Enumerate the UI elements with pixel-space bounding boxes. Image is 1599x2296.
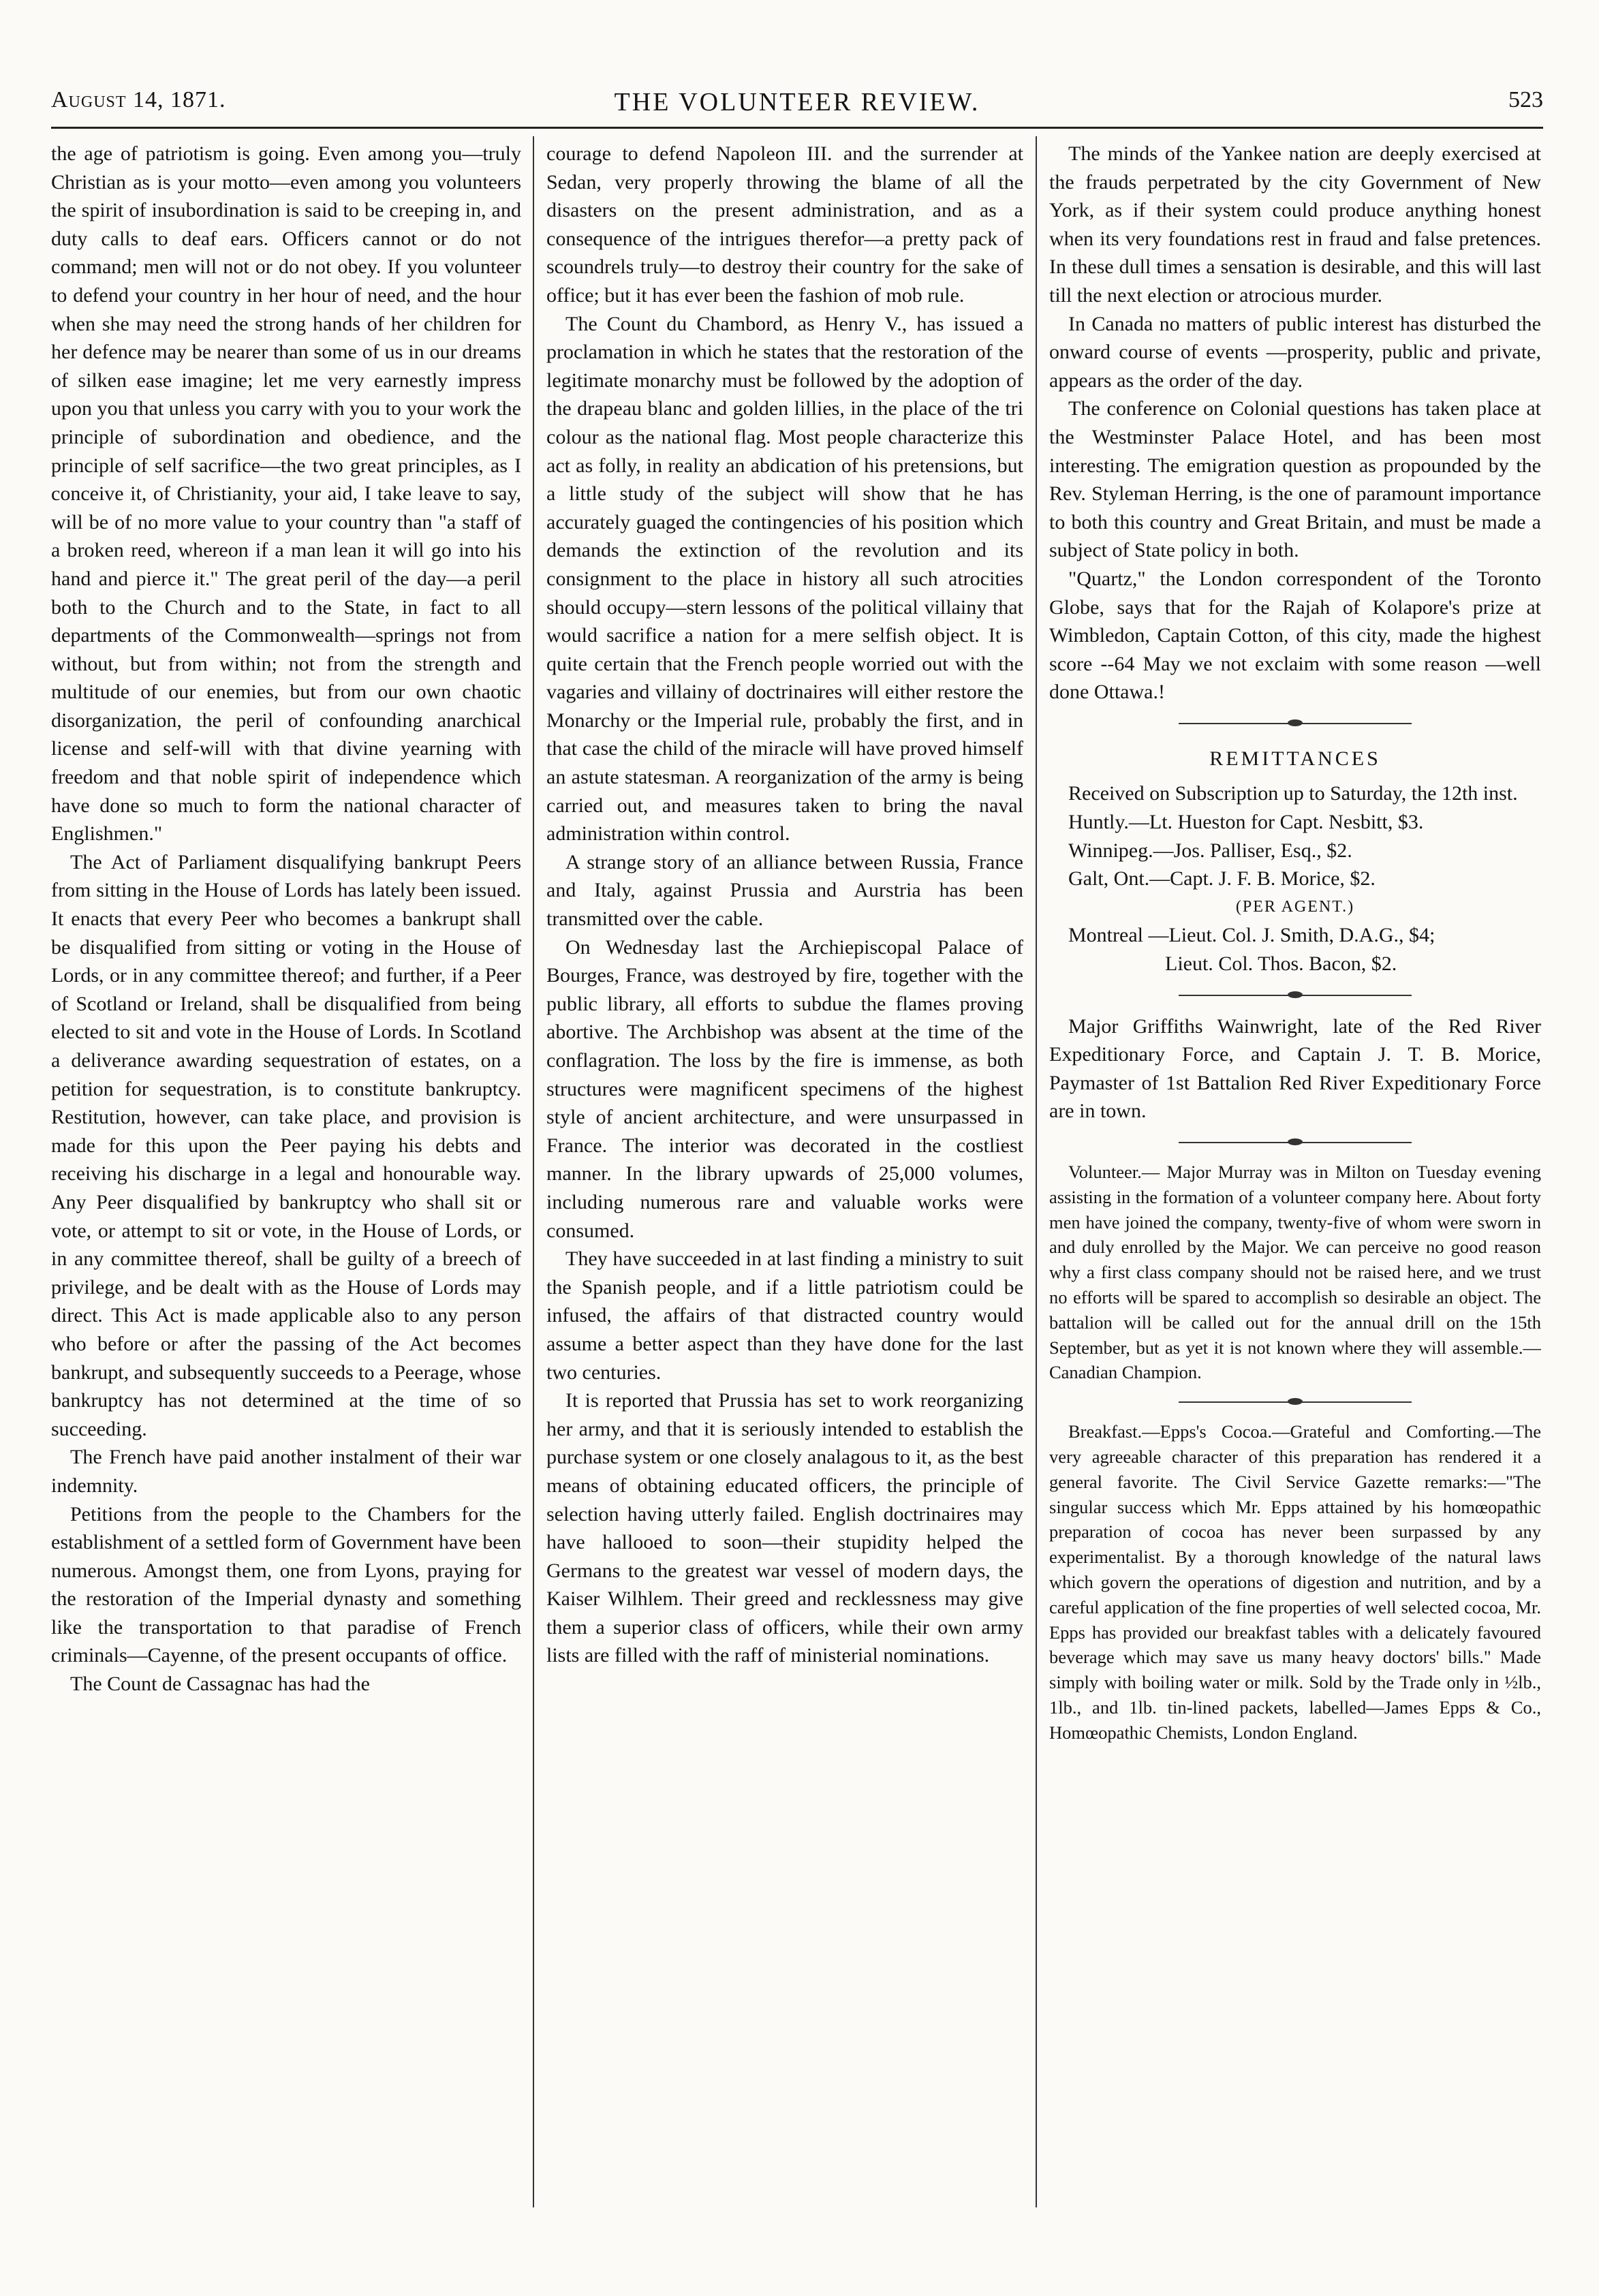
remittances-section: [1049, 745, 1541, 978]
section-separator: [1049, 978, 1541, 1012]
article-paragraph: On Wednesday last the Archiepiscopal Palace of Bourges, France, was destroyed by fire, together with the public library, all efforts to subdue the flames proving abortive. The Archbishop was absent at the time of the conflagration. The loss by the fire is immense, as both structures were magnificent specimens of the highest style of ancient architecture, and were unsurpassed in France. The interior was decorated in the costliest manner. In the library upwards of 25,000 volumes, including numerous rare and valuable works were consumed.: [546, 935, 1023, 1242]
remittances-heading: REMITTANCES: [1209, 747, 1381, 770]
article-paragraph: The Act of Parliament disqualifying bankrupt Peers from sitting in the House of Lords has lately been issued. It enacts that every Peer who becomes a bankrupt shall be disqualified from sitting or voting in the House of Lords, or in any committee thereof; and further, if a Peer of Scotland or Ireland, shall be disqualified from being elected to sit and vote in the House of Lords. In Scotland a deliverance awarding sequestration of estates, on a petition for sequestration, is to constitute bankruptcy. Restitution, however, can take place, and provision is made for this upon the Peer paying his debts and receiving his discharge in a legal and honourable way. Any Peer disqualified by bankruptcy who shall sit or vote, or attempt to sit or vote, in the House of Lords, or in any committee thereof, shall be guilty of a breech of privilege, and be dealt with as the House of Lords may direct. This Act is made applicable also to any person who before or after the passing of the Act becomes bankrupt, and subsequently succeeds to a Peerage, whose bankruptcy has not determined at the time of so succeeding.: [51, 850, 521, 1440]
article-paragraph: The Count du Chambord, as Henry V., has issued a proclamation in which he states that the restoration of the legitimate monarchy must be followed by the adoption of the drapeau blanc and golden lillies, in the place of the tri colour as the national flag. Most people characterize this act as folly, in reality an abdication of his pretensions, but a little study of the subject will show that he has accurately guaged the contingencies of his position which demands the extinction of the revolution and its consignment to the place in history all such atrocities should occupy—stern lessons of the political villainy that would sacrifice a nation for a mere selfish object. It is quite certain that the French people worried out with the vagaries and villainy of doctrinaires will either restore the Monarchy or the Imperial rule, probably the first, and in that case the child of the miracle will have proved himself an astute statesman. A reorganization of the army is being carried out, and measures taken to bring the naval administration within control.: [546, 312, 1023, 846]
article-paragraph: The Count de Cassagnac has had the: [70, 1673, 370, 1696]
article-paragraph: courage to defend Napoleon III. and the surrender at Sedan, very properly throwing the blame of all the disasters on the present administration, and as a consequence of the intrigues therefor—a pretty pack of scoundrels truly—to destroy their country for the sake of office; but it has ever been the fashion of mob rule.: [546, 142, 1023, 307]
remittance-item: Huntly.—Lt. Hueston for Capt. Nesbitt, $3.: [1068, 811, 1424, 834]
column-divider: [533, 136, 534, 2207]
remittance-item: Galt, Ont.—Capt. J. F. B. Morice, $2.: [1068, 867, 1376, 890]
article-paragraph: It is reported that Prussia has set to work reorganizing her army, and that it is seriously intended to establish the purchase system or one closely analagous to it, as the best means of obtaining educated officers, the principle of selection having utterly failed. English doctrinaires may have hallooed to soon—their stupidity helped the Germans to the greatest war vessel of modern days, the Kaiser Wilhlem. Their greed and recklessness may give them a superior class of officers, while their own army lists are filled with the raff of ministerial nominations.: [546, 1389, 1023, 1667]
header-rule: [51, 127, 1543, 129]
remittances-intro: Received on Subscription up to Saturday, the 12th inst.: [1068, 782, 1518, 805]
column-1: [51, 140, 521, 2201]
article-paragraph: "Quartz," the London correspondent of the Toronto Globe, says that for the Rajah of Kolapore's prize at Wimbledon, Captain Cotton, of this city, made the highest score --64 May we not exclaim with some reason —well done Ottawa.!: [1049, 567, 1541, 704]
article-paragraph: The minds of the Yankee nation are deeply exercised at the frauds perpetrated by the city Government of New York, as if their system could produce anything honest when its very foundations rest in fraud and false pretences. In these dull times a sensation is desirable, and this will last till the next election or atrocious murder.: [1049, 142, 1541, 307]
page-number: 523: [1508, 87, 1543, 112]
volunteer-notice: Volunteer.— Major Murray was in Milton on Tuesday evening assisting in the formation of a volunteer company here. About forty men have joined the company, twenty-five of whom were sworn in and duly enrolled by the Major. We can perceive no good reason why a first class company should not be raised here, and we trust no efforts will be spared to accomplish so desirable an object. The battalion will be called out for the annual drill on the 15th September, but as yet it is not known where they will assemble.—Canadian Champion.: [1049, 1162, 1541, 1383]
section-separator: [1049, 1126, 1541, 1160]
page-header: [51, 87, 1543, 123]
article-paragraph: The French have paid another instalment of their war indemnity.: [51, 1446, 521, 1497]
remittance-item: Montreal —Lieut. Col. J. Smith, D.A.G., $4;: [1068, 924, 1435, 947]
article-paragraph: The conference on Colonial questions has taken place at the Westminster Palace Hotel, and has been most interesting. The emigration question as propounded by the Rev. Styleman Herring, is the one of paramount importance to both this country and Great Britain, and must be made a subject of State policy in both.: [1049, 397, 1541, 562]
issue-date: August 14, 1871.: [51, 87, 226, 112]
section-separator: [1049, 1385, 1541, 1419]
column-divider: [1036, 136, 1037, 2207]
cocoa-advertisement: Breakfast.—Epps's Cocoa.—Grateful and Comforting.—The very agreeable character of this preparation has rendered it a general favorite. The Civil Service Gazette remarks:—"The singular success which Mr. Epps attained by his homœopathic preparation of cocoa has never been surpassed by any experimentalist. By a thorough knowledge of the natural laws which govern the operations of digestion and nutrition, and by a careful application of the fine properties of well selected cocoa, Mr. Epps has provided our breakfast tables with a delicately favoured beverage which may save us many heavy doctors' bills." Made simply with boiling water or milk. Sold by the Trade only in ½lb., 1lb., and 1lb. tin-lined packets, labelled—James Epps & Co., Homœopathic Chemists, London England.: [1049, 1421, 1541, 1743]
article-paragraph: the age of patriotism is going. Even among you—truly Christian as is your motto—even among you volunteers the spirit of insubordination is said to be creeping in, and duty calls to deaf ears. Officers cannot or do not command; men will not or do not obey. If you volunteer to defend your country in her hour of need, and the hour when she may need the strong hands of her children for her defence may be nearer than some of us in our dreams of silken ease imagine; let me very earnestly impress upon you that unless you carry with you to your work the principle of subordination and obedience, and the principle of self sacrifice—the two great principles, as I conceive it, of Christianity, your aid, I take leave to say, will be of no more value to your country than "a staff of a broken reed, whereon if a man lean it will go into his hand and pierce it." The great peril of the day—a peril both to the Church and to the State, in fact to all departments of the Commonwealth—springs not from without, but from within; not from the strength and multitude of our enemies, but from our own chaotic disorganization, the peril of confounding anarchical license and self-will with that divine yearning with freedom and that noble spirit of independence which have done so much to form the national character of Englishmen.": [51, 142, 521, 846]
article-paragraph: In Canada no matters of public interest has disturbed the onward course of events —prosperity, public and private, appears as the order of the day.: [1049, 312, 1541, 392]
article-paragraph: Major Griffiths Wainwright, late of the Red River Expeditionary Force, and Captain J. T. B. Morice, Paymaster of 1st Battalion Red River Expeditionary Force are in town.: [1049, 1014, 1541, 1123]
remittance-item: Winnipeg.—Jos. Palliser, Esq., $2.: [1068, 839, 1352, 862]
article-paragraph: A strange story of an alliance between Russia, France and Italy, against Prussia and Aurstria has been transmitted over the cable.: [546, 850, 1023, 931]
per-agent-label: (PER AGENT.): [1235, 897, 1355, 916]
article-paragraph: They have succeeded in at last finding a ministry to suit the Spanish people, and if a little patriotism could be infused, the affairs of that distracted country would assume a better aspect than they have done for the last two centuries.: [546, 1247, 1023, 1384]
publication-title: THE VOLUNTEER REVIEW.: [614, 88, 980, 117]
column-2: [546, 140, 1023, 2201]
remittance-item-continued: Lieut. Col. Thos. Bacon, $2.: [1165, 952, 1397, 976]
article-paragraph: Petitions from the people to the Chambers for the establishment of a settled form of Government have been numerous. Amongst them, one from Lyons, praying for the restoration of the Imperial dynasty and something like the transportation to that paradise of French criminals—Cayenne, of the present occupants of office.: [51, 1502, 521, 1667]
column-3: [1049, 140, 1541, 2201]
section-separator: [1049, 707, 1541, 741]
